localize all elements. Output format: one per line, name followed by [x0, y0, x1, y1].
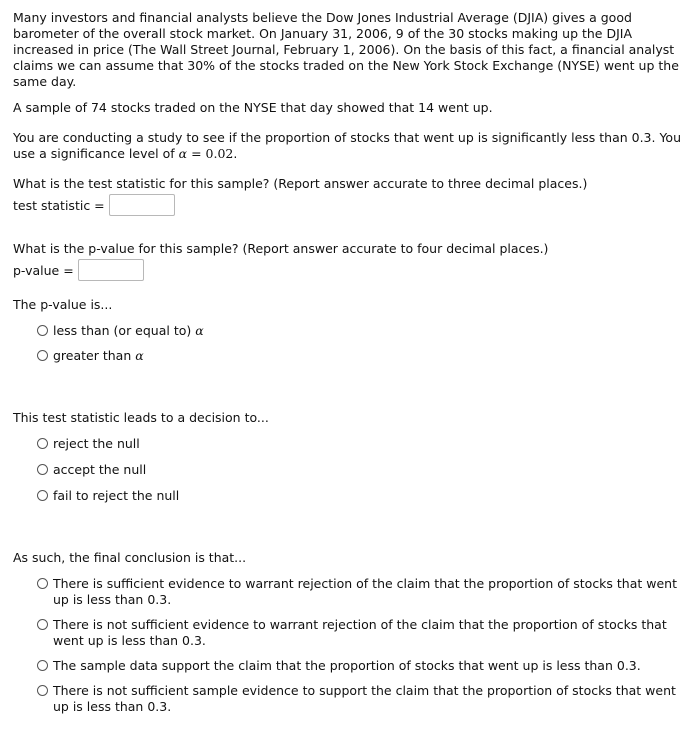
- q2-block: [13, 241, 683, 281]
- q5-option-2[interactable]: [37, 617, 683, 649]
- option-label: accept the null: [53, 462, 147, 477]
- q1-block: [13, 176, 683, 216]
- radio-icon[interactable]: [37, 619, 48, 630]
- option-label: less than (or equal to): [53, 323, 196, 338]
- option-label: reject the null: [53, 436, 140, 451]
- q5-option-1[interactable]: [37, 576, 683, 608]
- test-statistic-input[interactable]: [109, 194, 175, 216]
- q2-label: p-value =: [13, 262, 74, 278]
- q3-prompt: The p-value is...: [13, 297, 113, 312]
- q2-prompt: What is the p-value for this sample? (Report answer accurate to four decimal places.): [13, 241, 549, 256]
- q5-option-3[interactable]: [37, 658, 683, 674]
- q4-block: [13, 410, 683, 504]
- alpha-symbol: α: [135, 348, 144, 363]
- q1-label: test statistic =: [13, 197, 105, 213]
- q2-answer-row: [13, 259, 683, 281]
- radio-icon[interactable]: [37, 660, 48, 671]
- problem-study: [13, 130, 683, 162]
- radio-icon[interactable]: [37, 325, 48, 336]
- radio-icon[interactable]: [37, 578, 48, 589]
- q4-option-reject[interactable]: [37, 436, 683, 452]
- q4-prompt: This test statistic leads to a decision to...: [13, 410, 269, 425]
- alpha-value: = 0.02: [187, 146, 234, 161]
- q5-prompt: As such, the final conclusion is that...: [13, 550, 247, 565]
- q3-options: [37, 323, 683, 364]
- q1-answer-row: [13, 194, 683, 216]
- study-text: You are conducting a study to see if the proportion of stocks that went up is significantly less than 0.3. You use a significance level of: [13, 130, 682, 161]
- option-label: The sample data support the claim that the proportion of stocks that went up is less than 0.3.: [53, 658, 641, 673]
- option-label: There is not sufficient evidence to warrant rejection of the claim that the proportion of stocks that went up is less than 0.3.: [53, 617, 667, 648]
- q3-option-greater[interactable]: [37, 348, 683, 364]
- q1-prompt: What is the test statistic for this sample? (Report answer accurate to three decimal places.): [13, 176, 588, 191]
- q4-option-fail-to-reject[interactable]: [37, 488, 683, 504]
- p-value-input[interactable]: [78, 259, 144, 281]
- q3-block: [13, 297, 683, 364]
- q4-option-accept[interactable]: [37, 462, 683, 478]
- radio-icon[interactable]: [37, 490, 48, 501]
- option-label: There is not sufficient sample evidence to support the claim that the proportion of stocks that went up is less than 0.3.: [53, 683, 676, 714]
- q5-option-4[interactable]: [37, 683, 683, 715]
- radio-icon[interactable]: [37, 438, 48, 449]
- radio-icon[interactable]: [37, 464, 48, 475]
- alpha-symbol: α: [195, 323, 204, 338]
- option-label: greater than: [53, 348, 136, 363]
- q5-options: [37, 576, 683, 715]
- problem-intro: Many investors and financial analysts believe the Dow Jones Industrial Average (DJIA) gives a good barometer of the overall stock market. On January 31, 2006, 9 of the 30 stocks making up the DJIA increased in price (The Wall Street Journal, February 1, 2006). On the basis of this fact, a financial analyst claims we can assume that 30% of the stocks traded on the New York Stock Exchange (NYSE) went up the same day.: [13, 10, 679, 89]
- q5-block: [13, 550, 683, 715]
- radio-icon[interactable]: [37, 350, 48, 361]
- q3-option-less[interactable]: [37, 323, 683, 339]
- alpha-symbol: α: [178, 146, 188, 161]
- option-label: fail to reject the null: [53, 488, 180, 503]
- radio-icon[interactable]: [37, 685, 48, 696]
- problem-sample: A sample of 74 stocks traded on the NYSE that day showed that 14 went up.: [13, 100, 493, 115]
- option-label: There is sufficient evidence to warrant rejection of the claim that the proportion of stocks that went up is less than 0.3.: [53, 576, 678, 607]
- q4-options: [37, 436, 683, 504]
- study-period: .: [233, 146, 238, 161]
